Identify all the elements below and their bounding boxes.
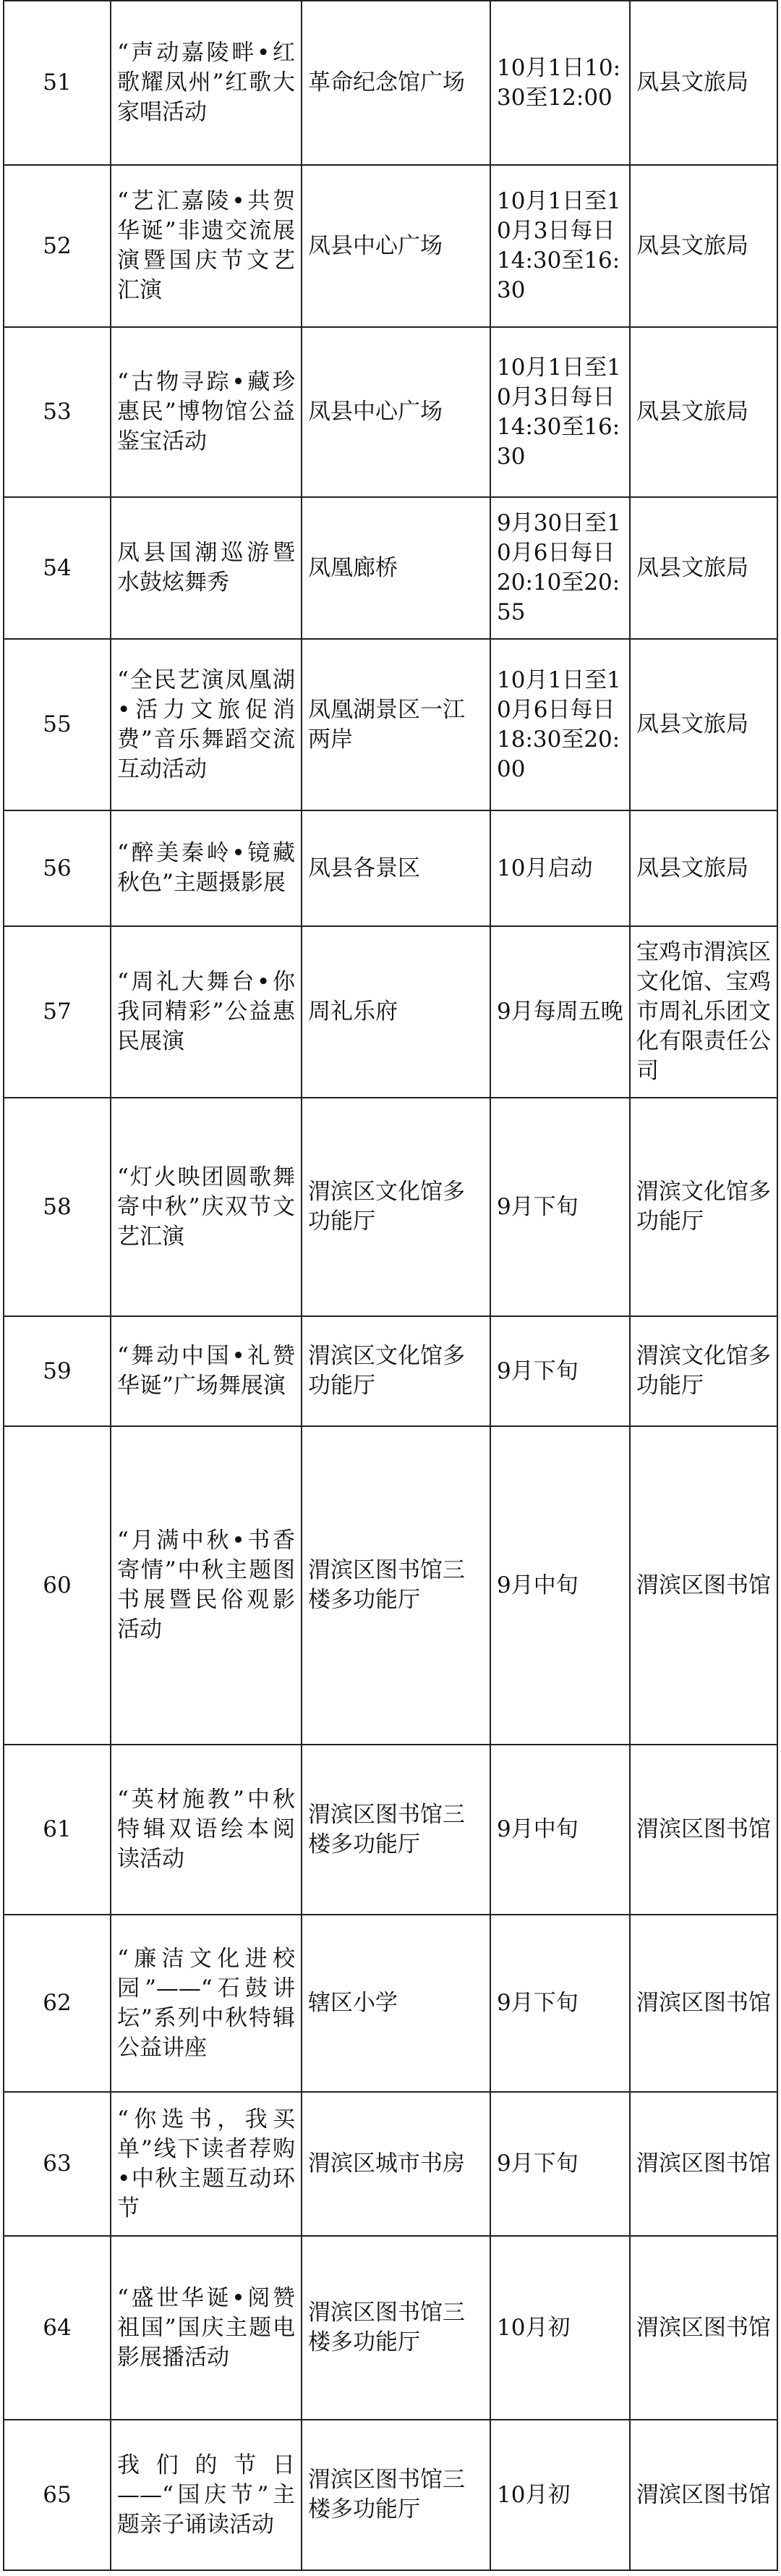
event-organizer: 凤县文旅局 bbox=[630, 165, 777, 327]
event-name: “你选书，我买单”线下读者荐购•中秋主题互动环节 bbox=[111, 2092, 302, 2236]
event-time: 9月每周五晚 bbox=[490, 926, 630, 1098]
row-number: 63 bbox=[4, 2092, 111, 2236]
event-organizer: 凤县文旅局 bbox=[630, 497, 777, 639]
event-time: 9月下旬 bbox=[490, 1915, 630, 2092]
event-venue: 渭滨区图书馆三楼多功能厅 bbox=[302, 2236, 490, 2420]
event-organizer: 凤县文旅局 bbox=[630, 327, 777, 497]
row-number: 56 bbox=[4, 810, 111, 926]
table-row bbox=[4, 1745, 777, 1915]
event-venue: 凤凰廊桥 bbox=[302, 497, 490, 639]
table-row bbox=[4, 497, 777, 639]
table-row bbox=[4, 1, 777, 165]
event-time: 10月1日至10月6日每日18:30至20:00 bbox=[490, 639, 630, 810]
row-number: 57 bbox=[4, 926, 111, 1098]
table-row bbox=[4, 2420, 777, 2570]
event-name: 凤县国潮巡游暨水鼓炫舞秀 bbox=[111, 497, 302, 639]
event-venue: 渭滨区图书馆三楼多功能厅 bbox=[302, 1745, 490, 1915]
event-venue: 渭滨区图书馆三楼多功能厅 bbox=[302, 1426, 490, 1745]
event-organizer: 渭滨区图书馆 bbox=[630, 1915, 777, 2092]
event-organizer: 宝鸡市渭滨区文化馆、宝鸡市周礼乐团文化有限责任公司 bbox=[630, 926, 777, 1098]
event-name: “古物寻踪•藏珍惠民”博物馆公益鉴宝活动 bbox=[111, 327, 302, 497]
row-number: 53 bbox=[4, 327, 111, 497]
event-time: 10月初 bbox=[490, 2420, 630, 2570]
row-number: 62 bbox=[4, 1915, 111, 2092]
event-name: “盛世华诞•阅赞祖国”国庆主题电影展播活动 bbox=[111, 2236, 302, 2420]
row-number: 59 bbox=[4, 1316, 111, 1426]
events-table-body bbox=[4, 1, 777, 2570]
event-name: “灯火映团圆歌舞寄中秋”庆双节文艺汇演 bbox=[111, 1098, 302, 1316]
table-row bbox=[4, 165, 777, 327]
event-organizer: 凤县文旅局 bbox=[630, 1, 777, 165]
table-row bbox=[4, 1426, 777, 1745]
event-time: 10月初 bbox=[490, 2236, 630, 2420]
event-name: “舞动中国•礼赞华诞”广场舞展演 bbox=[111, 1316, 302, 1426]
row-number: 54 bbox=[4, 497, 111, 639]
event-name: “醉美秦岭•镜藏秋色”主题摄影展 bbox=[111, 810, 302, 926]
event-name: “英材施教”中秋特辑双语绘本阅读活动 bbox=[111, 1745, 302, 1915]
event-venue: 凤县中心广场 bbox=[302, 165, 490, 327]
row-number: 60 bbox=[4, 1426, 111, 1745]
event-name: 我们的节日——“国庆节”主题亲子诵读活动 bbox=[111, 2420, 302, 2570]
event-organizer: 渭滨文化馆多功能厅 bbox=[630, 1098, 777, 1316]
row-number: 61 bbox=[4, 1745, 111, 1915]
event-organizer: 渭滨区图书馆 bbox=[630, 1426, 777, 1745]
event-organizer: 凤县文旅局 bbox=[630, 639, 777, 810]
event-venue: 凤县中心广场 bbox=[302, 327, 490, 497]
event-time: 9月下旬 bbox=[490, 1316, 630, 1426]
table-row bbox=[4, 639, 777, 810]
event-venue: 革命纪念馆广场 bbox=[302, 1, 490, 165]
row-number: 51 bbox=[4, 1, 111, 165]
event-organizer: 渭滨区图书馆 bbox=[630, 2420, 777, 2570]
event-venue: 渭滨区图书馆三楼多功能厅 bbox=[302, 2420, 490, 2570]
event-time: 9月下旬 bbox=[490, 2092, 630, 2236]
event-name: “声动嘉陵畔•红歌耀凤州”红歌大家唱活动 bbox=[111, 1, 302, 165]
event-name: “廉洁文化进校园”——“石鼓讲坛”系列中秋特辑公益讲座 bbox=[111, 1915, 302, 2092]
event-time: 10月1日至10月3日每日14:30至16:30 bbox=[490, 327, 630, 497]
event-organizer: 渭滨文化馆多功能厅 bbox=[630, 1316, 777, 1426]
event-name: “月满中秋•书香寄情”中秋主题图书展暨民俗观影活动 bbox=[111, 1426, 302, 1745]
event-venue: 周礼乐府 bbox=[302, 926, 490, 1098]
event-organizer: 凤县文旅局 bbox=[630, 810, 777, 926]
row-number: 52 bbox=[4, 165, 111, 327]
table-row bbox=[4, 2092, 777, 2236]
event-time: 9月中旬 bbox=[490, 1426, 630, 1745]
table-row bbox=[4, 1915, 777, 2092]
table-row bbox=[4, 810, 777, 926]
event-time: 9月下旬 bbox=[490, 1098, 630, 1316]
event-venue: 辖区小学 bbox=[302, 1915, 490, 2092]
table-row bbox=[4, 2236, 777, 2420]
events-table bbox=[3, 0, 778, 2571]
event-name: “全民艺演凤凰湖•活力文旅促消费”音乐舞蹈交流互动活动 bbox=[111, 639, 302, 810]
event-time: 10月1日至10月3日每日14:30至16:30 bbox=[490, 165, 630, 327]
event-venue: 渭滨区文化馆多功能厅 bbox=[302, 1316, 490, 1426]
table-row bbox=[4, 1316, 777, 1426]
table-row bbox=[4, 926, 777, 1098]
event-name: “艺汇嘉陵•共贺华诞”非遗交流展演暨国庆节文艺汇演 bbox=[111, 165, 302, 327]
table-row bbox=[4, 1098, 777, 1316]
event-venue: 渭滨区文化馆多功能厅 bbox=[302, 1098, 490, 1316]
event-venue: 凤县各景区 bbox=[302, 810, 490, 926]
event-organizer: 渭滨区图书馆 bbox=[630, 1745, 777, 1915]
event-time: 10月启动 bbox=[490, 810, 630, 926]
row-number: 64 bbox=[4, 2236, 111, 2420]
table-row bbox=[4, 327, 777, 497]
event-time: 9月中旬 bbox=[490, 1745, 630, 1915]
event-venue: 凤凰湖景区一江两岸 bbox=[302, 639, 490, 810]
row-number: 65 bbox=[4, 2420, 111, 2570]
row-number: 55 bbox=[4, 639, 111, 810]
event-time: 9月30日至10月6日每日20:10至20:55 bbox=[490, 497, 630, 639]
event-organizer: 渭滨区图书馆 bbox=[630, 2236, 777, 2420]
event-time: 10月1日10:30至12:00 bbox=[490, 1, 630, 165]
event-venue: 渭滨区城市书房 bbox=[302, 2092, 490, 2236]
row-number: 58 bbox=[4, 1098, 111, 1316]
event-organizer: 渭滨区图书馆 bbox=[630, 2092, 777, 2236]
event-name: “周礼大舞台•你我同精彩”公益惠民展演 bbox=[111, 926, 302, 1098]
